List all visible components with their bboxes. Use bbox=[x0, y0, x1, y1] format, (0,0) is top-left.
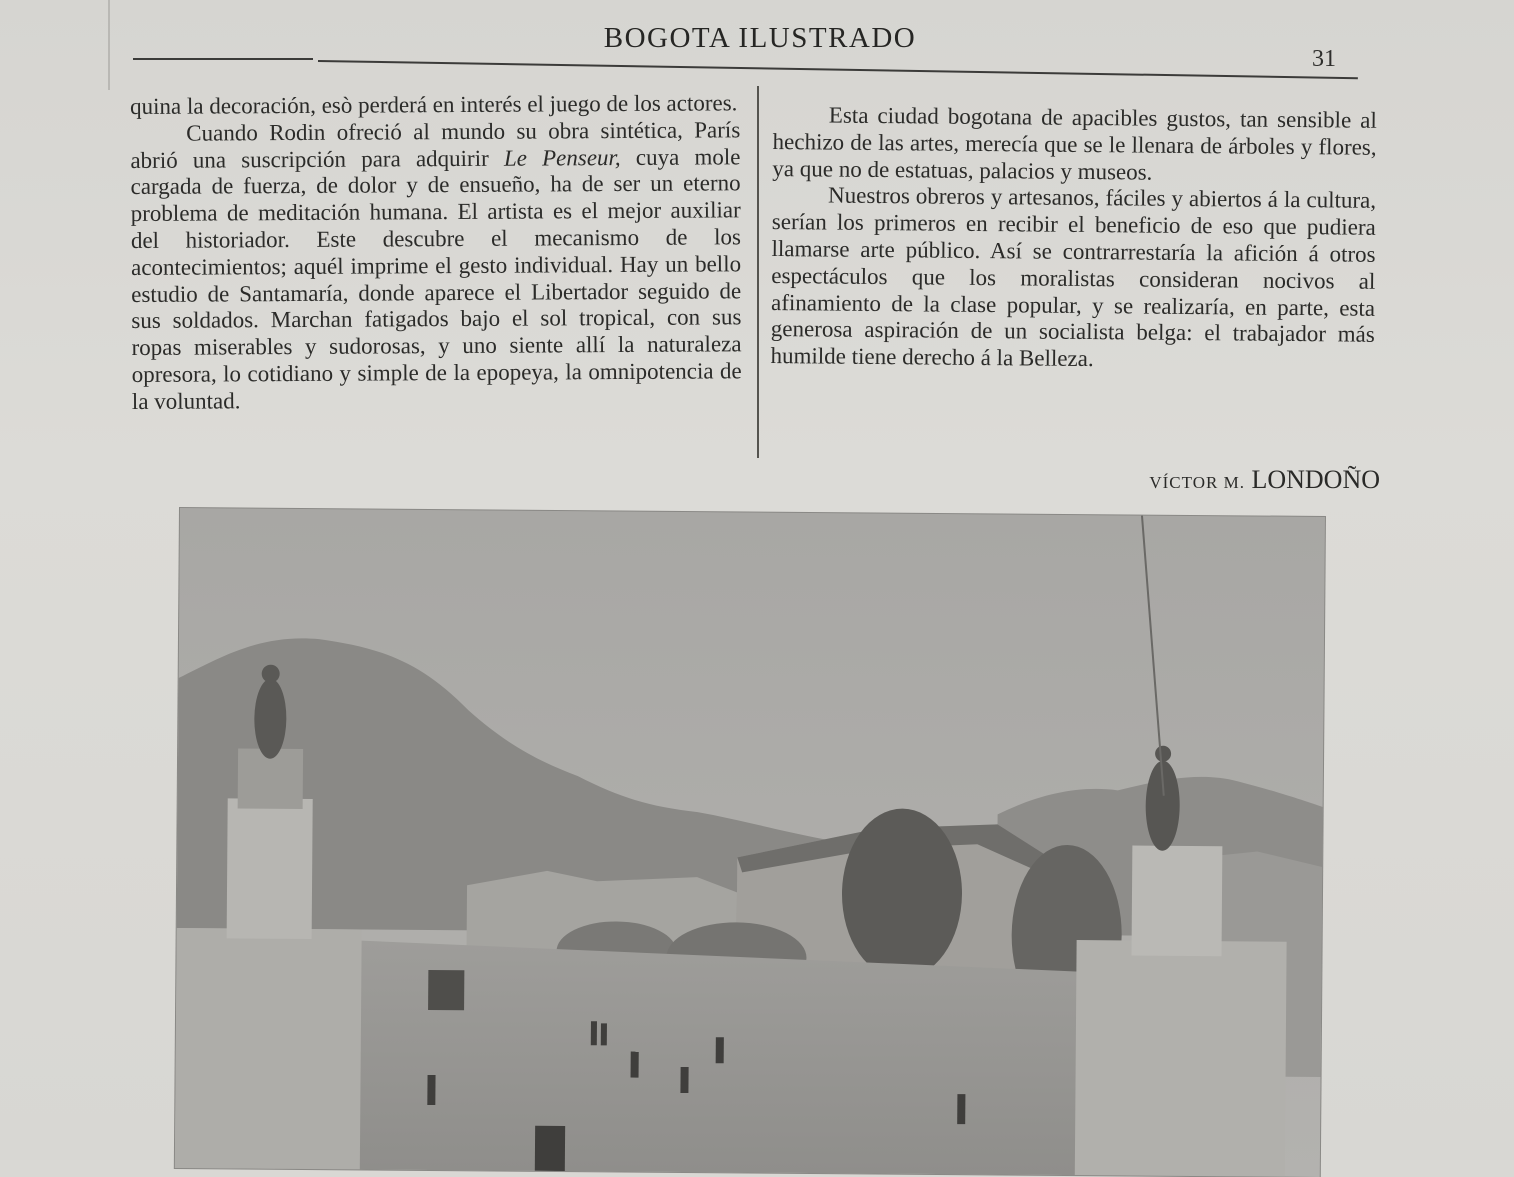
paragraph bbox=[130, 117, 742, 415]
paragraph: Esta ciudad bogotana de apacibles gustos, tan sensible al hechizo de las artes, merecía que se le llenara de árboles y flores, ya que no de estatuas, palacios y museos. bbox=[772, 102, 1377, 185]
column-divider bbox=[757, 86, 759, 458]
binding-gutter bbox=[108, 0, 110, 90]
street-photograph bbox=[175, 508, 1325, 1177]
paragraph: Nuestros obreros y artesanos, fáciles y abiertos á la cultura, serían los primeros en recibir el beneficio de eso que pudiera llamarse arte público. Así se contrarrestaría la afición á otros espectáculos que los moralistas consideran nocivos al afinamiento de la clase popular, y se realizaría, en parte, esta generosa aspiración de un socialista belga: el trabajador más humilde tiene derecho á la Belleza. bbox=[770, 182, 1377, 372]
running-title: BOGOTA ILUSTRADO bbox=[603, 22, 917, 54]
header-rule bbox=[318, 60, 1358, 79]
page-number: 31 bbox=[1312, 46, 1336, 72]
paragraph-text: Cuando Rodin ofreció al mundo su obra sintética, París abrió una suscripción para adquirir bbox=[130, 117, 741, 173]
author-first-name: VÍCTOR M. bbox=[1149, 473, 1245, 492]
paragraph-text: cuya mole cargada de fuerza, de dolor y de ensueño, ha de ser un eterno problema de meditación humana. El artista es el mejor auxiliar del historiador. Este descubre el mecanismo de los acontecimientos; aquél imprime el gesto individual. Hay un bello estudio de Santamaría, donde aparece el Libertador seguido de sus soldados. Marchan fatigados bajo el sol tropical, con sus ropas miserables y sudorosas, y uno siente allí la naturaleza opresora, lo cotidiano y simple de la epopeya, la omnipotencia de la voluntad. bbox=[130, 143, 742, 414]
header-rule-left bbox=[133, 58, 313, 60]
author-last-name: LONDOÑO bbox=[1251, 465, 1380, 494]
artwork-title: Le Penseur, bbox=[503, 144, 621, 171]
left-column bbox=[130, 90, 742, 415]
paragraph: quina la decoración, esò perderá en interés el juego de los actores. bbox=[130, 90, 738, 119]
photograph-illustration bbox=[175, 508, 1325, 1177]
author-signature bbox=[1140, 465, 1380, 495]
right-column bbox=[770, 102, 1377, 376]
